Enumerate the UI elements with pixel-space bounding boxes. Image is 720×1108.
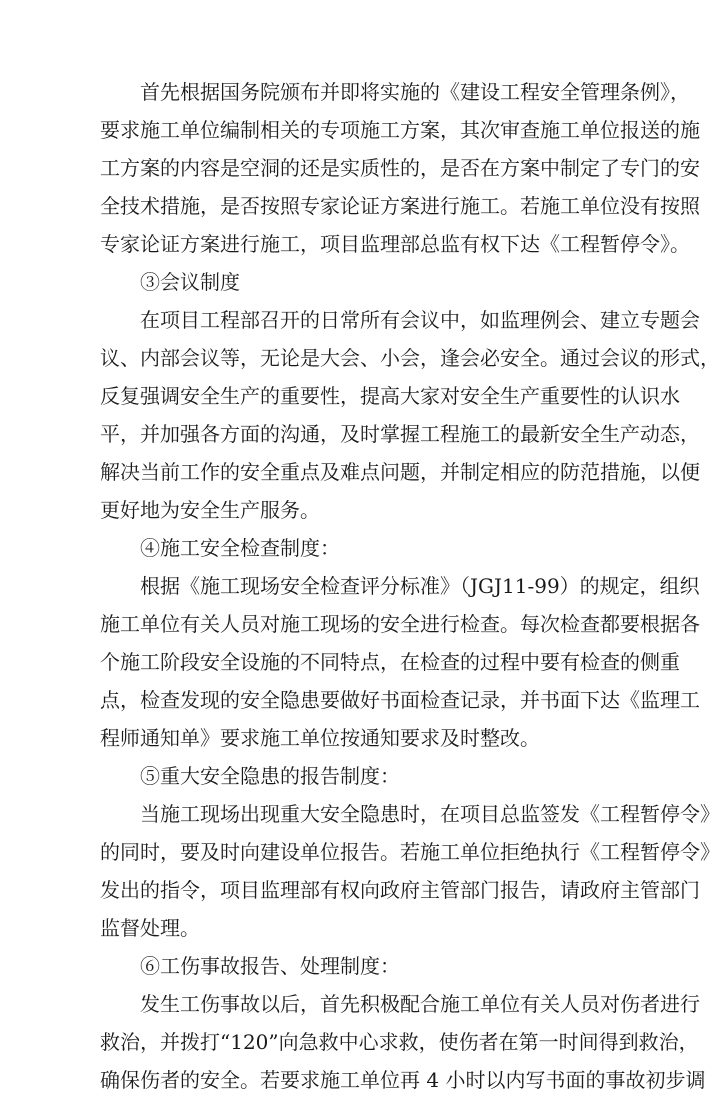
text-line: 根据《施工现场安全检查评分标准》（JGJ11-99）的规定，组织	[140, 574, 700, 598]
text-line: 确保伤者的安全。若要求施工单位再 4 小时以内写书面的事故初步调	[100, 1068, 706, 1092]
paragraph	[100, 992, 706, 1108]
text-line: 在项目工程部召开的日常所有会议中，如监理例会、建立专题会	[140, 308, 700, 332]
text-line: 反复强调安全生产的重要性，提高大家对安全生产重要性的认识水	[100, 384, 680, 408]
paragraph	[100, 802, 720, 956]
text-line: ③会议制度	[140, 270, 240, 294]
paragraph	[100, 956, 600, 994]
text-line: 首先根据国务院颁布并即将实施的《建设工程安全管理条例》，	[140, 80, 690, 104]
text-line: 个施工阶段安全设施的不同特点，在检查的过程中要有检查的侧重	[100, 650, 680, 674]
text-line: 救治，并拨打“120”向急救中心求救，使伤者在第一时间得到救治，	[100, 1030, 699, 1054]
paragraph	[100, 308, 720, 538]
text-line: 监督处理。	[100, 916, 200, 940]
text-line: 的同时，要及时向建设单位报告。若施工单位拒绝执行《工程暂停令》	[100, 840, 720, 864]
text-line: 更好地为安全生产服务。	[100, 498, 320, 522]
text-line: 议、内部会议等，无论是大会、小会，逢会必安全。通过会议的形式，	[100, 346, 720, 370]
paragraph	[100, 80, 700, 272]
text-line: 工方案的内容是空洞的还是实质性的，是否在方案中制定了专门的安	[100, 156, 700, 180]
text-line: 当施工现场出现重大安全隐患时，在项目总监签发《工程暂停令》	[140, 802, 720, 826]
paragraph	[100, 766, 600, 804]
text-line: ⑤重大安全隐患的报告制度：	[140, 764, 400, 788]
text-line: 点，检查发现的安全隐患要做好书面检查记录，并书面下达《监理工	[100, 688, 700, 712]
document-body	[100, 80, 720, 1108]
paragraph	[100, 538, 600, 576]
text-line: 程师通知单》要求施工单位按通知要求及时整改。	[100, 726, 540, 750]
text-line: 全技术措施，是否按照专家论证方案进行施工。若施工单位没有按照	[100, 194, 700, 218]
text-line: 施工单位有关人员对施工现场的安全进行检查。每次检查都要根据各	[100, 612, 700, 636]
text-line: ④施工安全检查制度：	[140, 536, 340, 560]
text-line: 平，并加强各方面的沟通，及时掌握工程施工的最新安全生产动态，	[100, 422, 700, 446]
text-line: ⑥工伤事故报告、处理制度：	[140, 954, 400, 978]
text-line: 专家论证方案进行施工，项目监理部总监有权下达《工程暂停令》。	[100, 232, 690, 256]
text-line: 发生工伤事故以后，首先积极配合施工单位有关人员对伤者进行	[140, 992, 700, 1016]
paragraph	[100, 272, 600, 310]
text-line: 发出的指令，项目监理部有权向政府主管部门报告，请政府主管部门	[100, 878, 700, 902]
text-line: 解决当前工作的安全重点及难点问题，并制定相应的防范措施，以便	[100, 460, 700, 484]
paragraph	[100, 574, 700, 766]
text-line: 要求施工单位编制相关的专项施工方案，其次审查施工单位报送的施	[100, 118, 700, 142]
